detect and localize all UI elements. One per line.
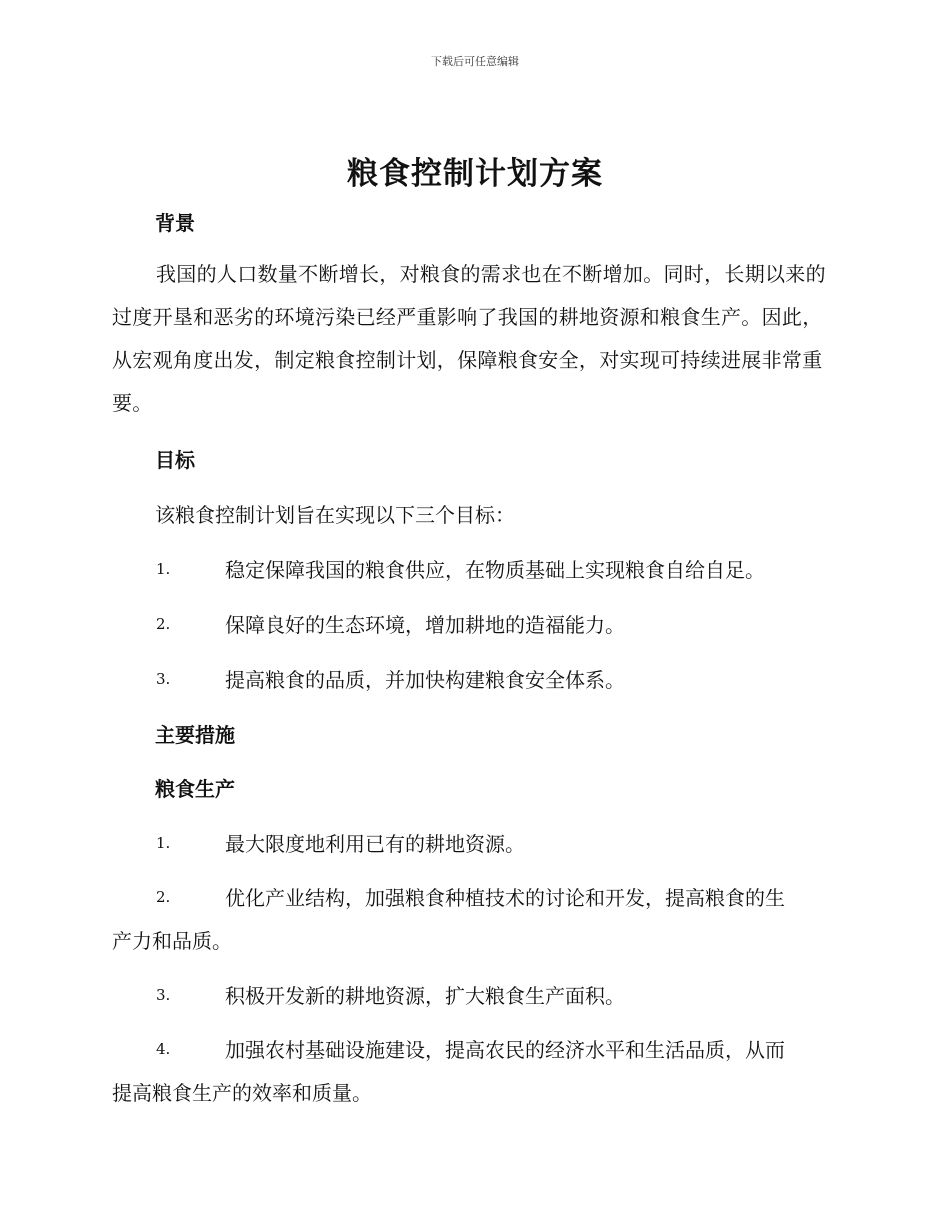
list-text-continuation: 产力和品质。 <box>112 929 232 953</box>
list-text: 积极开发新的耕地资源，扩大粮食生产面积。 <box>225 984 625 1008</box>
list-number: 4. <box>156 1040 171 1058</box>
list-text: 最大限度地利用已有的耕地资源。 <box>225 832 525 856</box>
list-number: 3. <box>156 670 171 688</box>
list-text: 加强农村基础设施建设，提高农民的经济水平和生活品质，从而 <box>225 1038 785 1062</box>
list-text: 稳定保障我国的粮食供应，在物质基础上实现粮食自给自足。 <box>225 558 765 582</box>
list-number: 2. <box>156 615 171 633</box>
header-note: 下载后可任意编辑 <box>431 55 519 68</box>
list-text: 优化产业结构，加强粮食种植技术的讨论和开发，提高粮食的生 <box>225 886 785 910</box>
list-number: 2. <box>156 888 171 906</box>
list-number: 1. <box>156 560 171 578</box>
list-text-continuation: 提高粮食生产的效率和质量。 <box>112 1081 372 1105</box>
section-heading-goals: 目标 <box>155 448 195 472</box>
background-paragraph: 我国的人口数量不断增长，对粮食的需求也在不断增加。同时，长期以来的过度开垦和恶劣的环境污染已经严重影响了我国的耕地资源和粮食生产。因此，从宏观角度出发，制定粮食控制计划，保障粮食安全，对实现可持续进展非常重要。 <box>112 262 826 415</box>
subsection-heading-grain-production: 粮食生产 <box>155 777 235 801</box>
list-number: 3. <box>156 986 171 1004</box>
list-number: 1. <box>156 834 171 852</box>
section-heading-background: 背景 <box>155 211 195 235</box>
list-text: 保障良好的生态环境，增加耕地的造福能力。 <box>225 613 625 637</box>
document-title: 粮食控制计划方案 <box>347 156 603 192</box>
goals-intro: 该粮食控制计划旨在实现以下三个目标： <box>155 503 515 527</box>
list-text: 提高粮食的品质，并加快构建粮食安全体系。 <box>225 668 625 692</box>
section-heading-measures: 主要措施 <box>155 723 235 747</box>
